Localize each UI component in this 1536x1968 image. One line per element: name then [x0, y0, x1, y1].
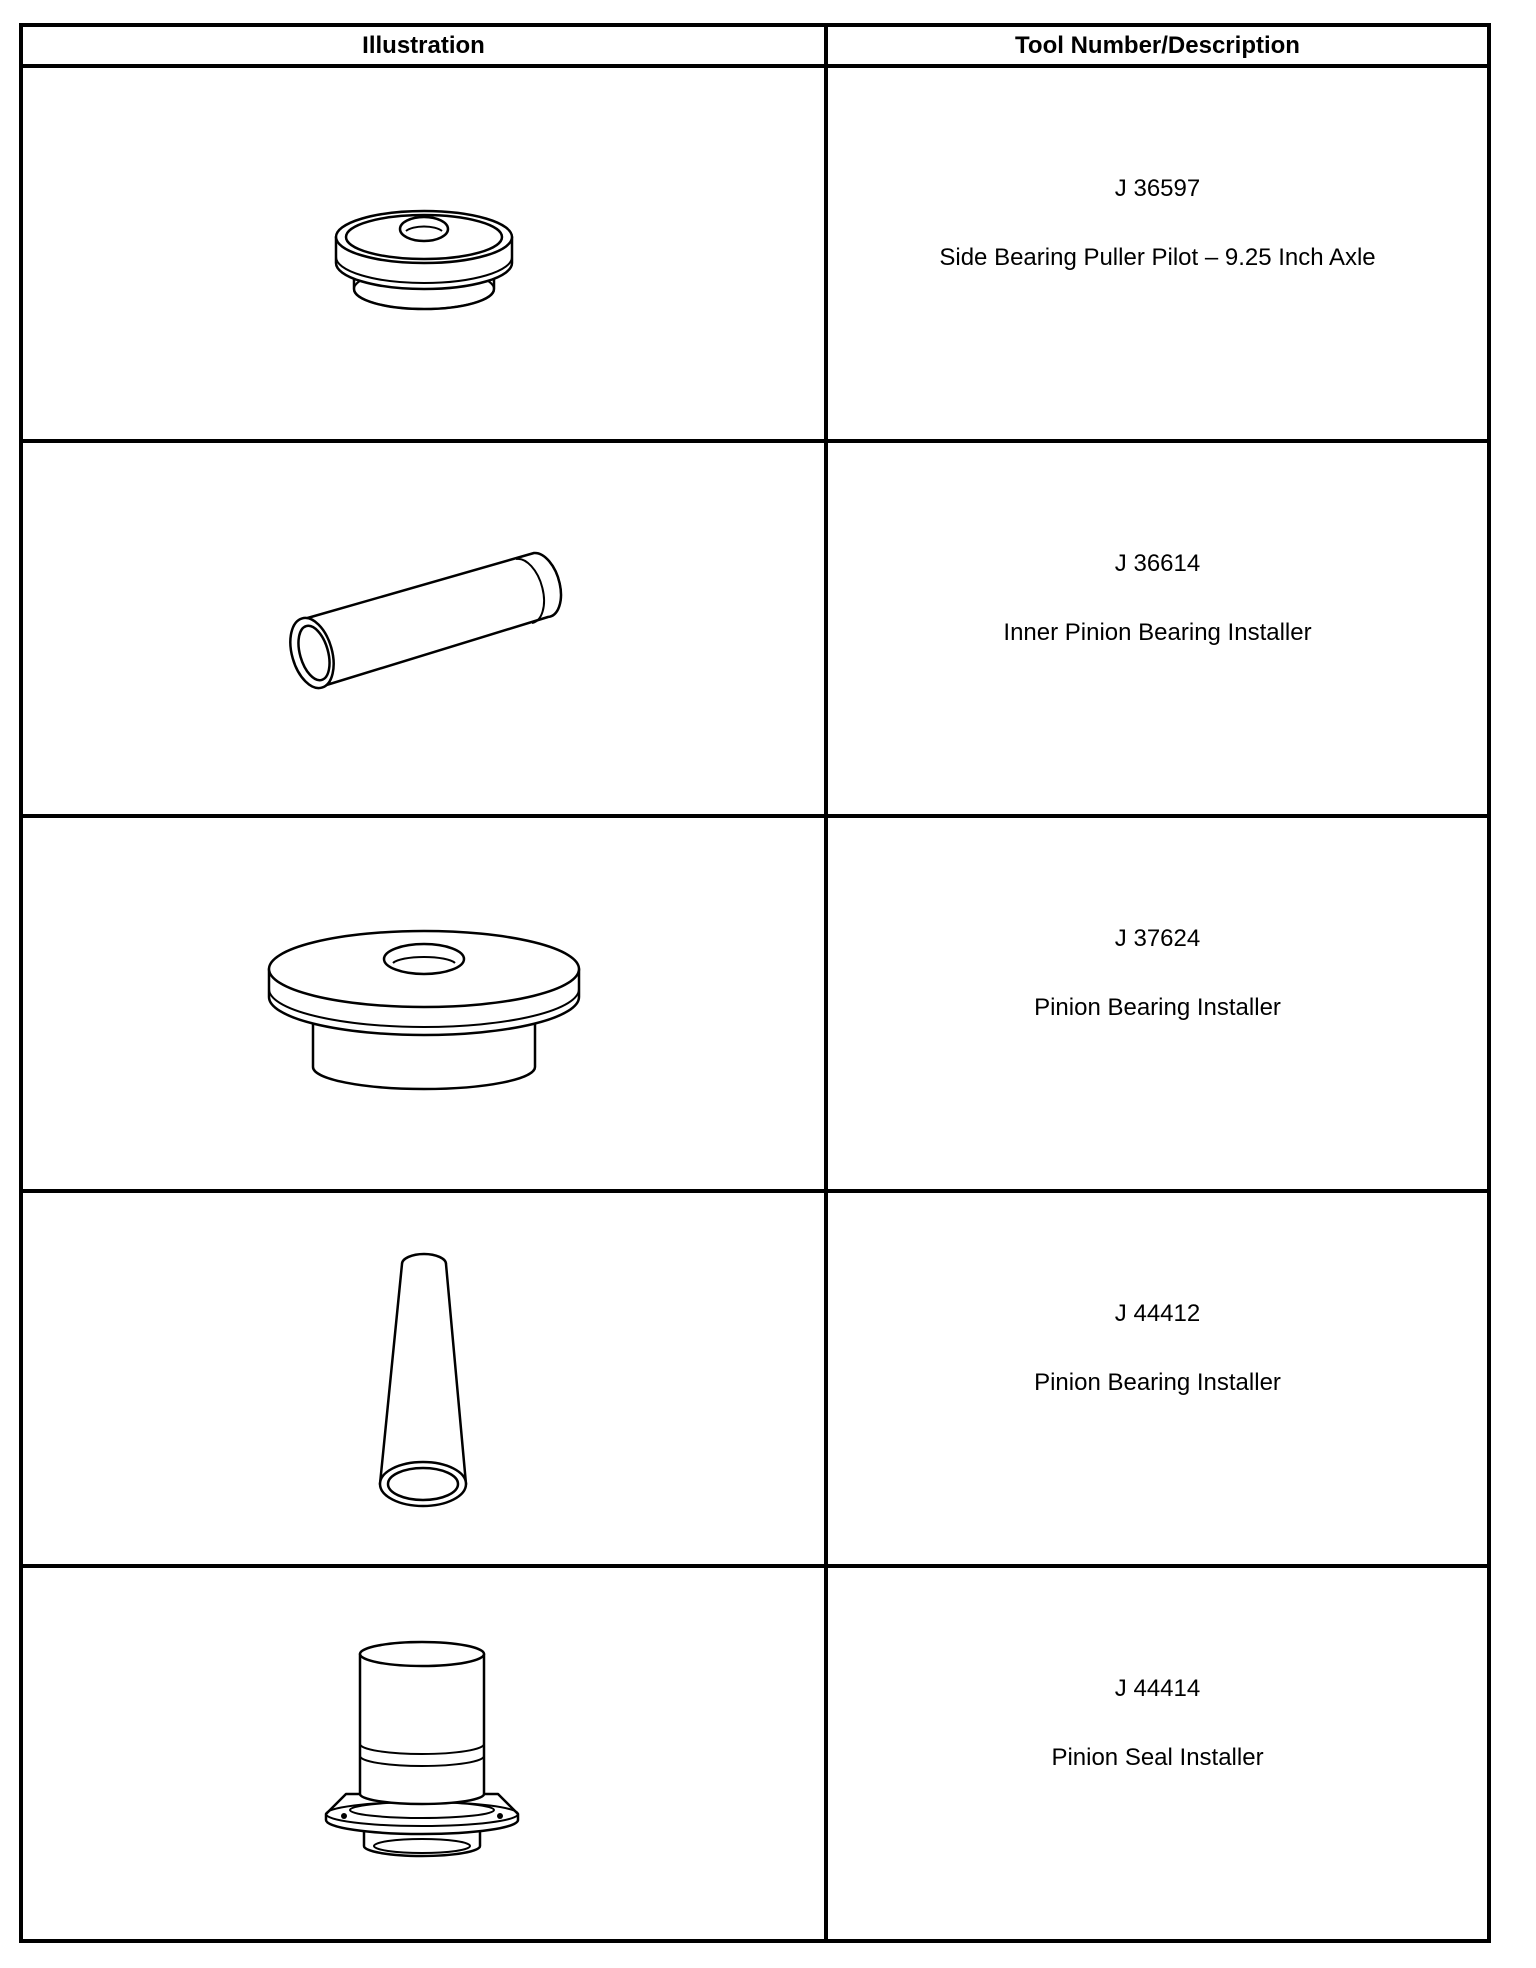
- tool-description: Inner Pinion Bearing Installer: [1003, 618, 1312, 646]
- table-row: [21, 66, 1489, 441]
- table-row: [21, 1191, 1489, 1566]
- table-row: [21, 1566, 1489, 1941]
- tool-description: Pinion Bearing Installer: [1034, 1368, 1281, 1396]
- flanged-installer-icon: [259, 899, 589, 1109]
- description-cell: [826, 1191, 1489, 1566]
- tube-installer-icon: [264, 539, 584, 719]
- tools-table: [19, 23, 1491, 1943]
- illustration-cell: [21, 1566, 826, 1941]
- tool-number: J 36597: [1114, 174, 1201, 202]
- illustration-cell: [21, 441, 826, 816]
- illustration-cell: [21, 816, 826, 1191]
- tool-description: Side Bearing Puller Pilot – 9.25 Inch Axle: [939, 243, 1376, 271]
- description-cell: [826, 441, 1489, 816]
- illustration-cell: [21, 66, 826, 441]
- puller-pilot-icon: [314, 179, 534, 329]
- description-cell: [826, 816, 1489, 1191]
- tool-header: Tool Number/Description: [826, 25, 1489, 66]
- tool-number: J 44414: [1114, 1674, 1201, 1702]
- illustration-header: Illustration: [21, 25, 826, 66]
- table-row: [21, 441, 1489, 816]
- table-row: [21, 816, 1489, 1191]
- tool-description: Pinion Seal Installer: [1051, 1743, 1264, 1771]
- tapered-installer-icon: [364, 1244, 484, 1514]
- description-cell: [826, 66, 1489, 441]
- illustration-cell: [21, 1191, 826, 1566]
- tool-number: J 37624: [1114, 924, 1201, 952]
- seal-installer-icon: [314, 1624, 534, 1884]
- header-row: [21, 25, 1489, 66]
- tool-number: J 44412: [1114, 1299, 1201, 1327]
- description-cell: [826, 1566, 1489, 1941]
- tool-number: J 36614: [1114, 549, 1201, 577]
- tool-description: Pinion Bearing Installer: [1034, 993, 1281, 1021]
